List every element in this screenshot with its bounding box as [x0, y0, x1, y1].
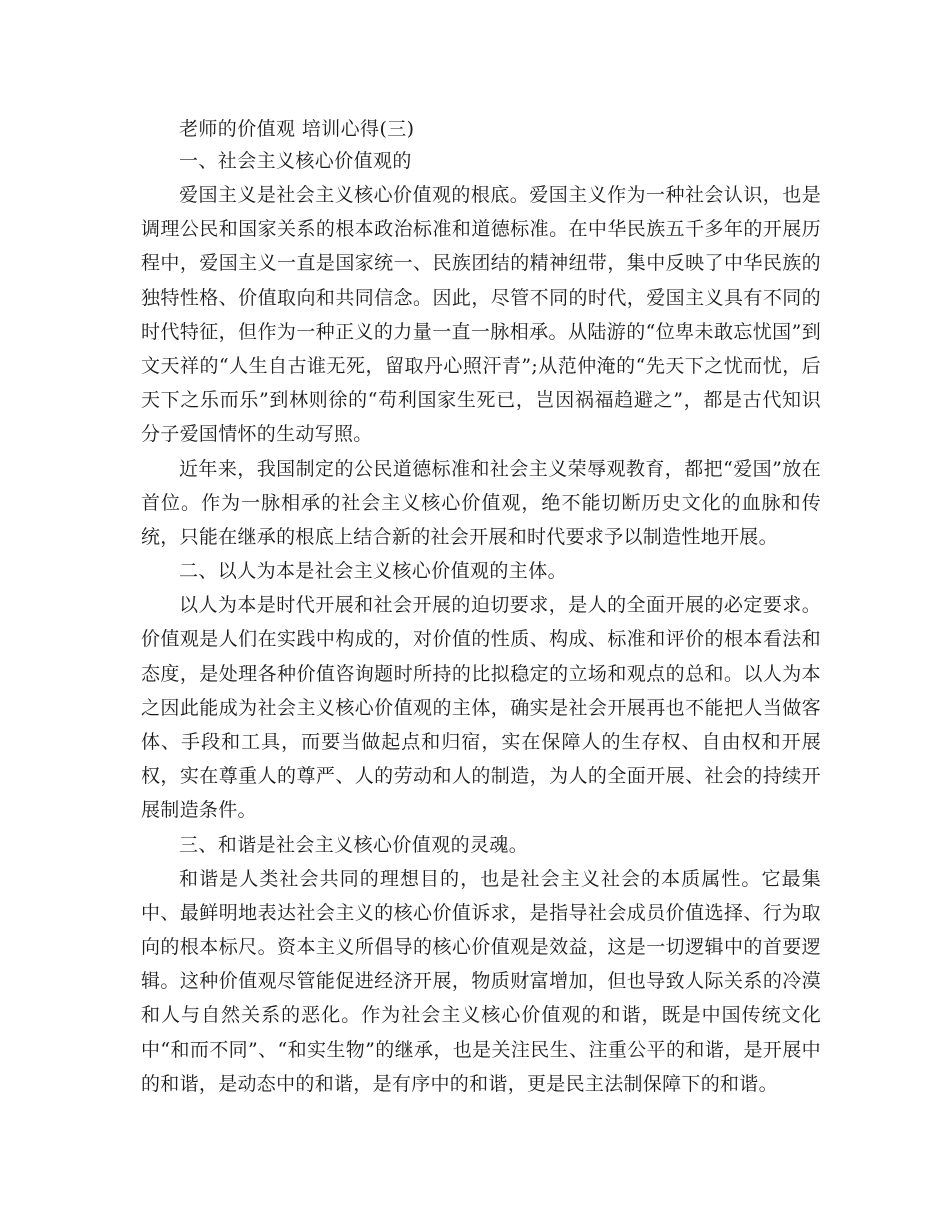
- section-heading-1: 一、社会主义核心价值观的: [179, 150, 412, 172]
- paragraph-recent-years: 近年来，我国制定的公民道德标准和社会主义荣辱观教育，都把“爱国”放在首位。作为一脉相承的社会主义核心价值观，绝不能切断历史文化的血脉和传统，只能在继承的根底上结合新的社会开展和时代要求予以制造性地开展。: [141, 457, 821, 549]
- section-heading-2: 二、以人为本是社会主义核心价值观的主体。: [179, 560, 568, 583]
- paragraph-patriotism: 爱国主义是社会主义核心价值观的根底。爱国主义作为一种社会认识，也是调理公民和国家关系的根本政治标准和道德标准。在中华民族五千多年的开展历程中，爱国主义一直是国家统一、民族团结的精神纽带，集中反映了中华民族的独特性格、价值取向和共同信念。因此，尽管不同的时代，爱国主义具有不同的时代特征，但作为一种正义的力量一直一脉相承。从陆游的“位卑未敢忘忧国”到文天祥的“人生自古谁无死，留取丹心照汗青”;从范仲淹的“先天下之忧而忧，后天下之乐而乐”到林则徐的“苟利国家生死已，岂因祸福趋避之”，都是古代知识分子爱国情怀的生动写照。: [141, 184, 821, 446]
- paragraph-harmony: 和谐是人类社会共同的理想目的，也是社会主义社会的本质属性。它最集中、最鲜明地表达社会主义的核心价值诉求，是指导社会成员价值选择、行为取向的根本标尺。资本主义所倡导的核心价值观是效益，这是一切逻辑中的首要逻辑。这种价值观尽管能促进经济开展，物质财富增加，但也导致人际关系的冷漠和人与自然关系的恶化。作为社会主义核心价值观的和谐，既是中国传统文化中“和而不同”、“和实生物”的继承，也是关注民生、注重公平的和谐，是开展中的和谐，是动态中的和谐，是有序中的和谐，更是民主法制保障下的和谐。: [141, 867, 821, 1095]
- paragraph-people-oriented: 以人为本是时代开展和社会开展的迫切要求，是人的全面开展的必定要求。价值观是人们在实践中构成的，对价值的性质、构成、标准和评价的根本看法和态度，是处理各种价值咨询题时所持的比拟稳定的立场和观点的总和。以人为本之因此能成为社会主义核心价值观的主体，确实是社会开展再也不能把人当做客体、手段和工具，而要当做起点和归宿，实在保障人的生存权、自由权和开展权，实在尊重人的尊严、人的劳动和人的制造，为人的全面开展、社会的持续开展制造条件。: [141, 594, 821, 822]
- document-title: 老师的价值观 培训心得(三): [179, 118, 415, 140]
- section-heading-3: 三、和谐是社会主义核心价值观的灵魂。: [179, 833, 529, 856]
- document-body: [141, 114, 821, 1101]
